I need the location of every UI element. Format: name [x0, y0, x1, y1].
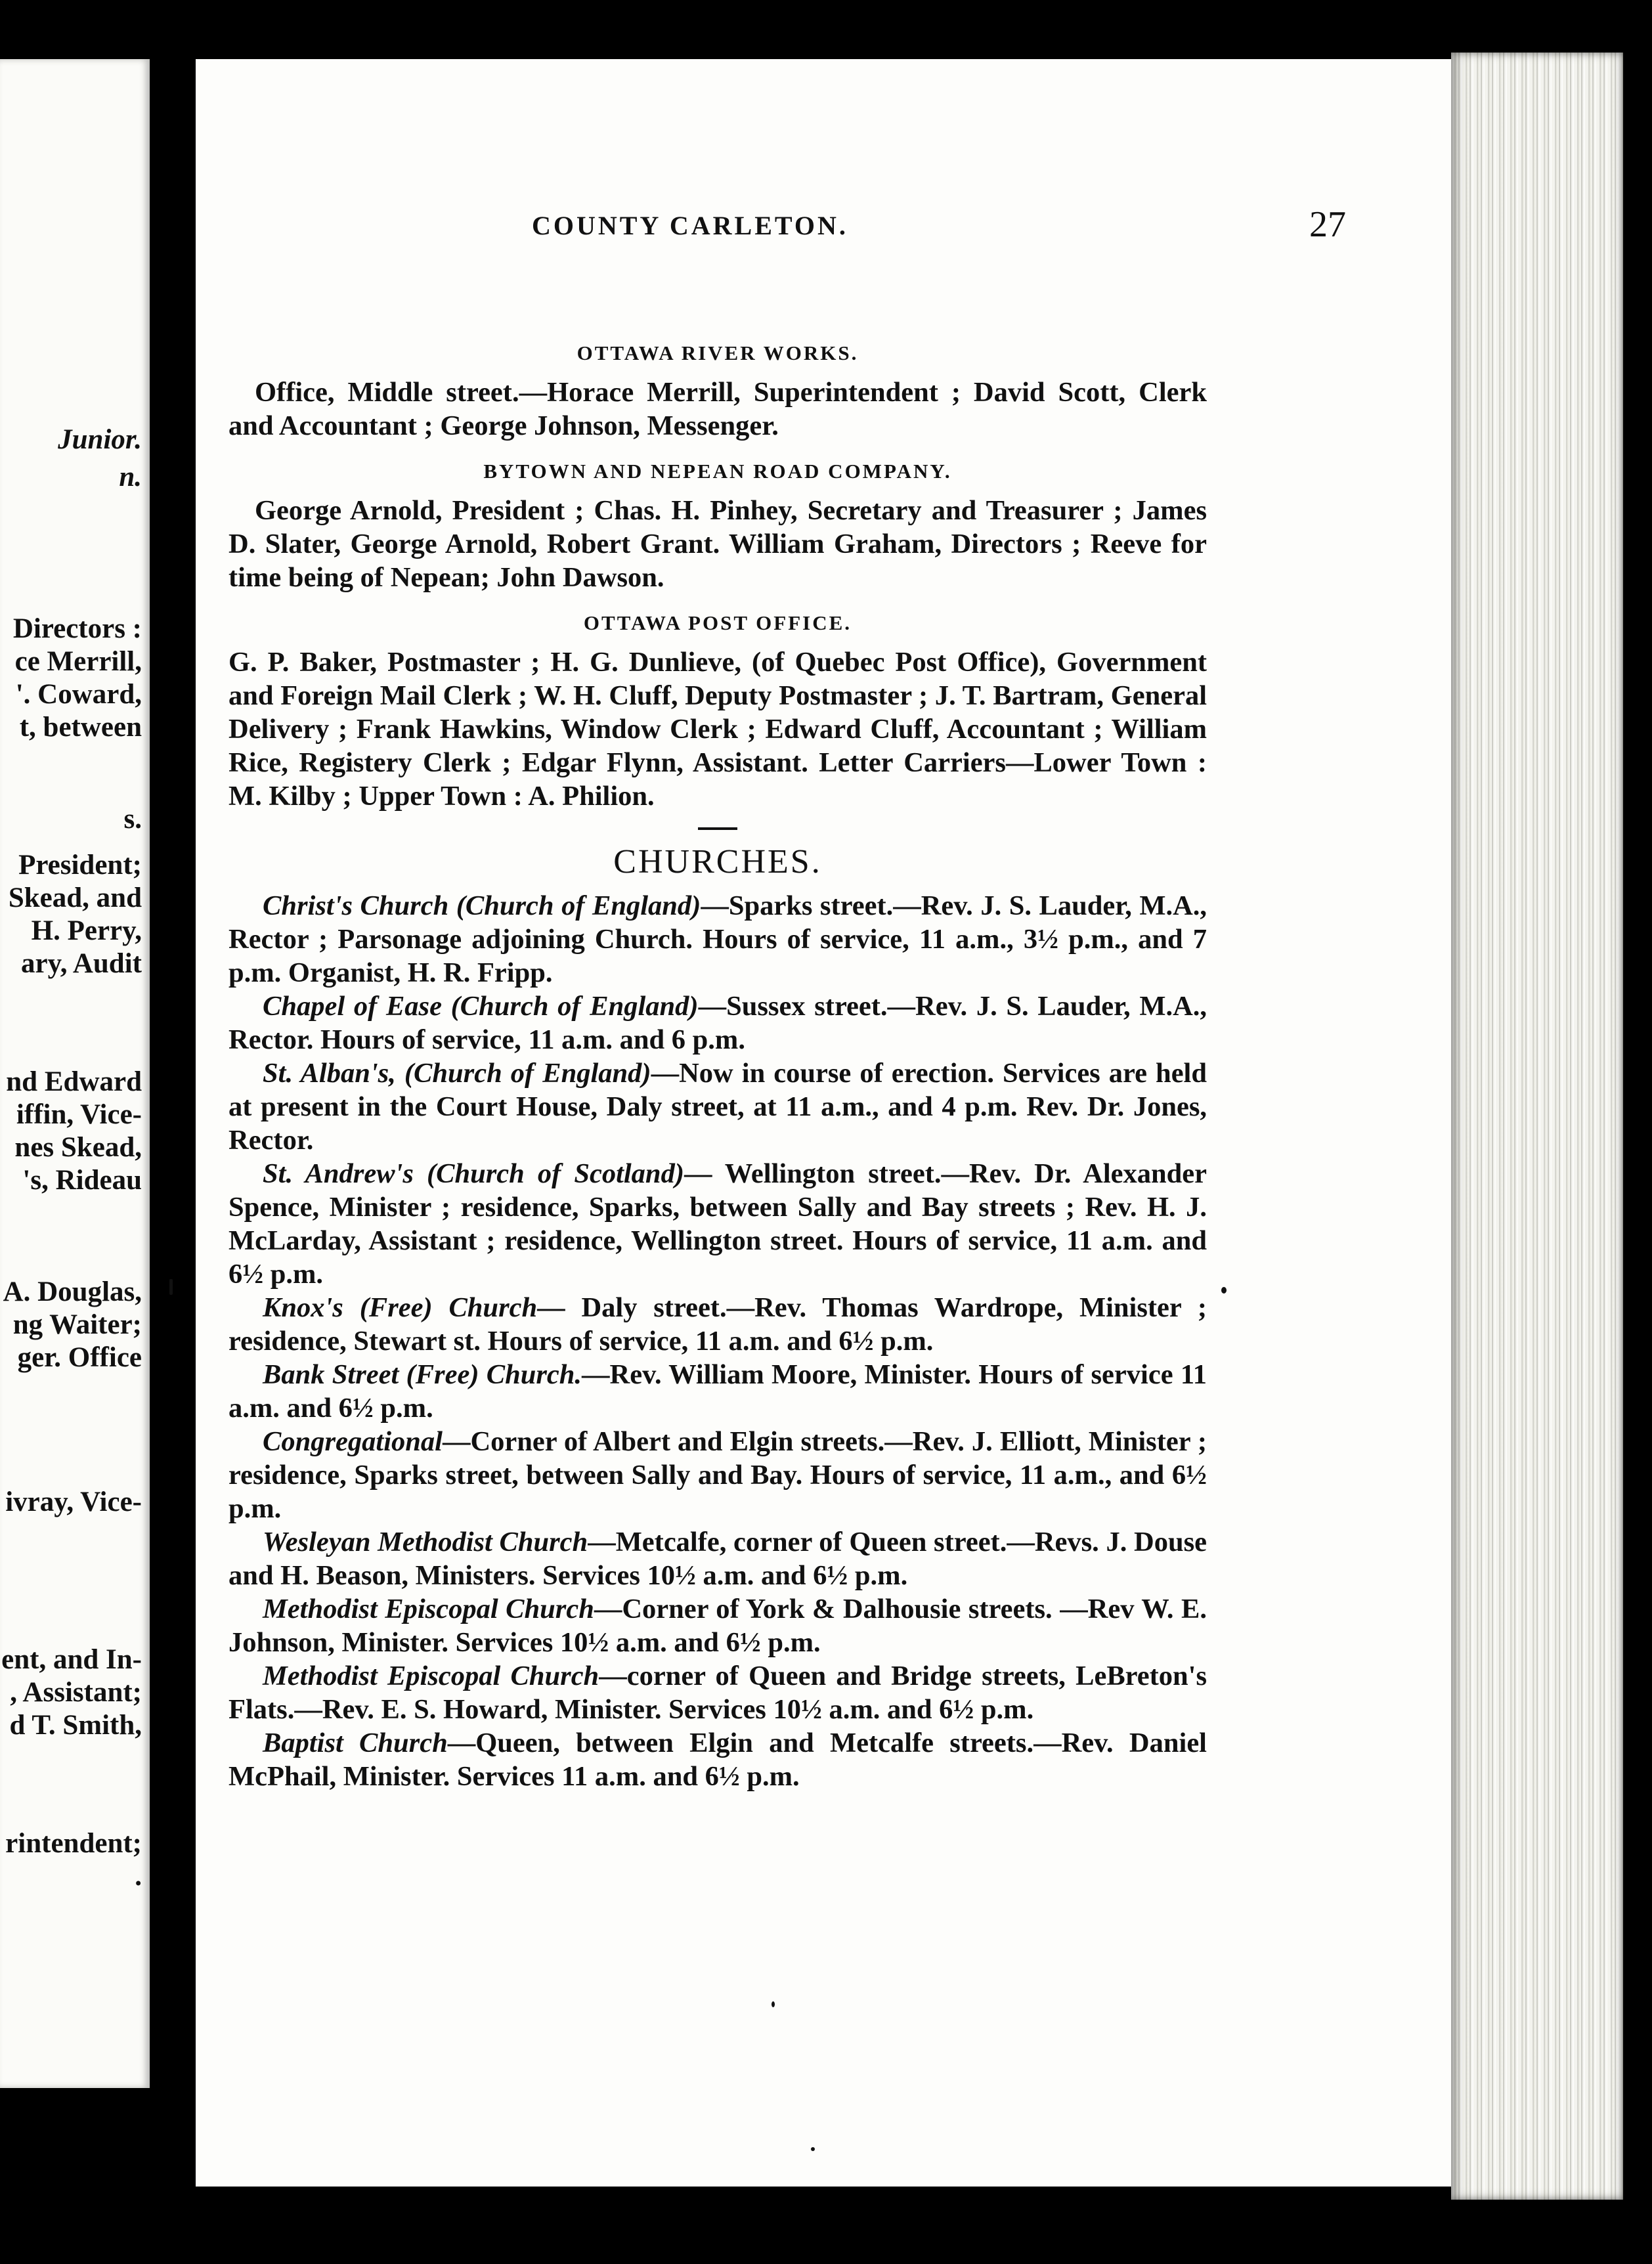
- churches-list: [228, 889, 1207, 1793]
- church-denomination: (Church of England): [450, 991, 699, 1022]
- church-entry: [228, 1291, 1207, 1358]
- church-name: St. Alban's,: [263, 1058, 396, 1089]
- section-heading: BYTOWN AND NEPEAN ROAD COMPANY.: [483, 460, 952, 483]
- left-fragment-line: 's, Rideau: [22, 1165, 142, 1196]
- left-fragment-line: ce Merrill,: [14, 646, 142, 677]
- scan-speck: [169, 1279, 173, 1295]
- church-entry: [228, 990, 1207, 1056]
- church-denomination: (Church of Scotland): [426, 1158, 684, 1189]
- church-name: St. Andrew's: [263, 1158, 414, 1189]
- left-fragment-line: rintendent;: [5, 1828, 142, 1859]
- section-paragraph: Office, Middle street.—Horace Merrill, Superintendent ; David Scott, Clerk and Accountant ; George Johnson, Messenger.: [228, 377, 1207, 441]
- church-details: —corner of Queen and Bridge streets, LeBreton's Flats.—Rev. E. S. Howard, Minister. Services 10½ a.m. and 6½ p.m.: [228, 1661, 1207, 1725]
- church-details: —Corner of York & Dalhousie streets. —Rev W. E. Johnson, Minister. Services 10½ a.m. and 6½ p.m.: [228, 1594, 1207, 1658]
- church-entry: [228, 889, 1207, 990]
- church-entry: [228, 1659, 1207, 1726]
- left-fragment-line: d T. Smith,: [9, 1710, 142, 1741]
- left-fragment-line: .: [135, 1861, 142, 1892]
- church-details: —Rev. William Moore, Minister. Hours of service 11 a.m. and 6½ p.m.: [228, 1359, 1207, 1424]
- section-paragraph: George Arnold, President ; Chas. H. Pinhey, Secretary and Treasurer ; James D. Slater, George Arnold, Robert Grant. William Graham, Directors ; Reeve for time being of Nepean; John Dawson.: [228, 495, 1207, 593]
- church-details: —Metcalfe, corner of Queen street.—Revs. J. Douse and H. Beason, Ministers. Services 10½ a.m. and 6½ p.m.: [228, 1527, 1207, 1591]
- left-fragment-line: ng Waiter;: [12, 1309, 142, 1340]
- left-fragment-line: nes Skead,: [14, 1132, 142, 1163]
- church-details: —Corner of Albert and Elgin streets.—Rev. J. Elliott, Minister ; residence, Sparks street, between Sally and Bay. Hours of service, 11 a.m., and 6½ p.m.: [228, 1426, 1207, 1524]
- church-details: — Daly street.—Rev. Thomas Wardrope, Minister ; residence, Stewart st. Hours of service, 11 a.m. and 6½ p.m.: [228, 1292, 1207, 1357]
- church-name: Baptist Church: [263, 1728, 448, 1758]
- church-name: Methodist Episcopal Church: [263, 1594, 594, 1624]
- church-name: Congregational: [263, 1426, 443, 1457]
- left-fragment-line: H. Perry,: [31, 915, 142, 946]
- running-header: [335, 204, 1346, 250]
- left-fragment-line: , Assistant;: [10, 1677, 142, 1708]
- section-river-works: [228, 339, 1207, 443]
- scan-speck: [772, 2001, 775, 2007]
- left-fragment-line: s.: [123, 804, 142, 835]
- church-entry: [228, 1358, 1207, 1425]
- church-name: Bank Street: [263, 1359, 399, 1390]
- left-fragment-line: '. Coward,: [15, 679, 142, 710]
- left-fragment-line: Skead, and: [8, 882, 142, 913]
- church-entry: [228, 1425, 1207, 1525]
- left-fragment-line: A. Douglas,: [3, 1276, 142, 1307]
- left-fragment-line: President;: [18, 850, 142, 881]
- left-fragment-line: Directors :: [12, 613, 142, 644]
- left-fragment-line: Junior.: [58, 424, 142, 455]
- left-fragment-line: iffin, Vice-: [16, 1099, 142, 1130]
- section-paragraph: G. P. Baker, Postmaster ; H. G. Dunlieve, (of Quebec Post Office), Government and Foreign Mail Clerk ; W. H. Cluff, Deputy Postmaster ; J. T. Bartram, General Delivery ; Frank Hawkins, Window Clerk ; Edward Cluff, Accountant ; William Rice, Registery Clerk ; Edgar Flynn, Assistant. Letter Carriers—Lower Town : M. Kilby ; Upper Town : A. Philion.: [228, 647, 1207, 812]
- church-details: — Wellington street.—Rev. Dr. Alexander Spence, Minister ; residence, Sparks, between Sally and Bay streets ; Rev. H. J. McLarday, Assistant ; residence, Wellington street. Hours of service, 11 a.m. and 6½ p.m.: [228, 1158, 1207, 1290]
- church-entry: [228, 1525, 1207, 1592]
- left-fragment-line: ger. Office: [17, 1342, 142, 1373]
- church-name: Christ's Church: [263, 890, 449, 921]
- church-name: Chapel of Ease: [263, 991, 442, 1022]
- left-fragment-line: n.: [119, 462, 142, 492]
- left-fragment-line: t, between: [19, 712, 142, 743]
- left-fragment-line: ent, and In-: [1, 1644, 142, 1675]
- church-entry: [228, 1726, 1207, 1793]
- church-entry: [228, 1157, 1207, 1291]
- church-denomination: (Free) Church.: [406, 1359, 582, 1390]
- left-fragment-line: ary, Audit: [21, 948, 142, 979]
- church-denomination: (Free) Church: [359, 1292, 538, 1323]
- church-details: —Now in course of erection. Services are held at present in the Court House, Daly street, at 11 a.m., and 4 p.m. Rev. Dr. Jones, Rector.: [228, 1058, 1207, 1156]
- scan-speck: [811, 2147, 815, 2151]
- scan-speck: [1221, 1287, 1227, 1294]
- section-heading: OTTAWA POST OFFICE.: [583, 611, 852, 634]
- left-fragment-line: ivray, Vice-: [5, 1487, 142, 1517]
- left-fragment-line: nd Edward: [6, 1066, 142, 1097]
- running-title: COUNTY CARLETON.: [532, 211, 848, 240]
- church-details: —Sussex street.—Rev. J. S. Lauder, M.A., Rector. Hours of service, 11 a.m. and 6 p.m.: [228, 991, 1207, 1055]
- book-gutter: [150, 0, 196, 2264]
- church-name: Methodist Episcopal Church: [263, 1661, 599, 1691]
- church-name: Wesleyan Methodist Church: [263, 1527, 588, 1557]
- section-divider: [698, 827, 737, 830]
- church-denomination: (Church of England): [404, 1058, 651, 1089]
- church-details: —Sparks street.—Rev. J. S. Lauder, M.A., Rector ; Parsonage adjoining Church. Hours of service, 11 a.m., 3½ p.m., and 7 p.m. Organist, H. R. Fripp.: [228, 890, 1207, 988]
- churches-heading: CHURCHES.: [613, 843, 822, 881]
- church-entry: [228, 1056, 1207, 1157]
- page-edge-stack: [1451, 53, 1623, 2200]
- church-denomination: (Church of England): [456, 890, 701, 921]
- church-entry: [228, 1592, 1207, 1659]
- page-number: 27: [1309, 204, 1346, 245]
- section-post-office: [228, 609, 1207, 813]
- left-page-fragment: [0, 59, 150, 2088]
- church-details: —Queen, between Elgin and Metcalfe streets.—Rev. Daniel McPhail, Minister. Services 11 a.m. and 6½ p.m.: [228, 1728, 1207, 1792]
- church-name: Knox's: [263, 1292, 343, 1323]
- section-road-company: [228, 457, 1207, 594]
- section-heading: OTTAWA RIVER WORKS.: [576, 341, 859, 364]
- text-column: [228, 328, 1207, 1793]
